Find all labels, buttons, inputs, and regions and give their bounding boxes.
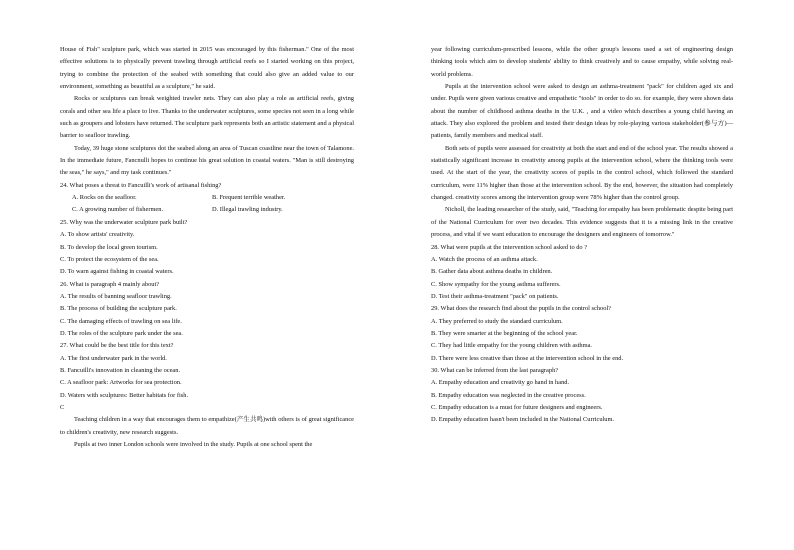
- option: A. The results of banning seafloor trawling.: [60, 292, 172, 300]
- option: D. Test their asthma-treatment "pack" on patients.: [431, 292, 559, 300]
- option: B. Gather data about asthma deaths in children.: [431, 268, 553, 276]
- option: C. Show sympathy for the young asthma sufferers.: [431, 280, 561, 288]
- paragraph: Nicholl, the leading researcher of the study, said, "Teaching for empathy has been problematic despite being part of the National Curriculum for over two decades. This evidence suggests that it is a missing link in the creative process, and vital if we want education to encourage the designers and engineers of tomorrow.": [431, 206, 733, 239]
- question-28: 28. What were pupils at the intervention school asked to do ?: [431, 243, 588, 251]
- question-24-options: [72, 192, 354, 217]
- option: D. Waters with sculptures: Better habitats for fish.: [60, 391, 189, 399]
- option: A. To show artists' creativity.: [60, 231, 135, 239]
- right-column: [431, 44, 733, 427]
- option: D. To warn against fishing in coastal waters.: [60, 268, 174, 276]
- paragraph: Pupils at two inner London schools were involved in the study. Pupils at one school spent the: [74, 441, 313, 448]
- paragraph: House of Fish" sculpture park, which was started in 2015 was encouraged by this fisherman." One of the most effective solutions is to physically prevent trawling through artificial reefs so I started working on this project, trying to combine the protection of the seabed with something that could also give an added value to our environment, something as beautiful as a sculpture," he said.: [60, 46, 354, 91]
- option: B. They were smarter at the beginning of the school year.: [431, 329, 578, 337]
- question-29: 29. What does the research find about the pupils in the control school?: [431, 305, 612, 313]
- option: B. Empathy education was neglected in the creative process.: [431, 391, 586, 399]
- option: A. Rocks on the seafloor.: [72, 194, 137, 202]
- option: A. Watch the process of an asthma attack.: [431, 255, 538, 263]
- question-27: 27. What could be the best title for this text?: [60, 342, 174, 350]
- paragraph: Teaching children in a way that encourages them to empathize(产生共鸣)with others is of great significance to children's creativity, new research suggests.: [60, 416, 354, 436]
- option: B. The process of building the sculpture park.: [60, 305, 177, 313]
- paragraph: Today, 39 huge stone sculptures dot the seabed along an area of Tuscan coastline near the town of Talamone. In the immediate future, Fancnulli hopes to continue his great solution in coastal waters. "Man is still destroying the seas," he says," and my task continues.": [60, 144, 354, 177]
- option: D. The roles of the sculpture park under the sea.: [60, 329, 183, 337]
- option: D. Empathy education hasn't been included in the National Curriculum.: [431, 416, 615, 424]
- question-26: 26. What is paragraph 4 mainly about?: [60, 280, 160, 288]
- option: C. They had little empathy for the young children with asthma.: [431, 342, 593, 350]
- left-column: [60, 44, 354, 451]
- option: B. Fancuilli's innovation in cleaning the ocean.: [60, 366, 181, 374]
- option: D. Illegal trawling industry.: [212, 206, 283, 214]
- option: C. A growing number of fishermen.: [72, 206, 164, 214]
- question-30: 30. What can be inferred from the last paragraph?: [431, 366, 559, 374]
- question-25: 25. Why was the underwater sculpture park built?: [60, 218, 188, 226]
- option: A. Empathy education and creativity go hand in hand.: [431, 379, 570, 387]
- option: D. There were less creative than those at the intervention school in the end.: [431, 354, 624, 362]
- option: A. The first underwater park in the world.: [60, 354, 167, 362]
- option: C. The damaging effects of trawling on sea life.: [60, 317, 182, 325]
- option: B. To develop the local green tourism.: [60, 243, 158, 251]
- paragraph: Pupils at the intervention school were asked to design an asthma-treatment "pack" for children aged six and under. Pupils were given various creative and empathetic "tools" in order to do so. for example, they were shown data about the number of childhood asthma deaths in the U.K. , and a video which describes a young child having an attack. They also explored the problem and tested their design ideas by role-playing various stakeholder(参与方)—patients, family members and medical staff.: [431, 83, 733, 140]
- paragraph: year following curriculum-prescribed lessons, while the other group's lessons used a set of engineering design thinking tools which aim to develop students' ability to think creatively and to cause empathy, while solving real-world problems.: [431, 46, 733, 78]
- paragraph: Both sets of pupils were assessed for creativity at both the start and end of the school year. The results showed a statistically significant increase in creativity among pupils at the intervention school, where the thinking tools were used. At the start of the year, the creativity scores of pupils in the control school, which followed the standard curriculum, were 11% higher than those at the intervention school. By the end, however, the situation had completely changed. creativity scores among the intervention group were 78% higher than the control group.: [431, 144, 733, 202]
- option: C. Empathy education is a must for future designers and engineers.: [431, 403, 603, 411]
- option: C. A seafloor park: Artworks for sea protection.: [60, 379, 182, 387]
- option: C. To protect the ecosystem of the sea.: [60, 255, 159, 263]
- question-24: 24. What poses a threat to Fancuilli's work of artisanal fishing?: [60, 181, 222, 189]
- option: B. Frequent terrible weather.: [212, 194, 286, 202]
- option: A. They preferred to study the standard curriculum.: [431, 317, 563, 325]
- paragraph: Rocks or sculptures can break weighted trawler nets. They can also play a role as artificial reefs, giving corals and other sea life a place to live. Thanks to the underwater sculptures, some species not seen in a long while such as groupers and lobsters have returned. The sculpture park represents both an artistic statement and a physical barrier to seafloor trawling.: [60, 95, 354, 140]
- section-letter: C: [60, 403, 65, 411]
